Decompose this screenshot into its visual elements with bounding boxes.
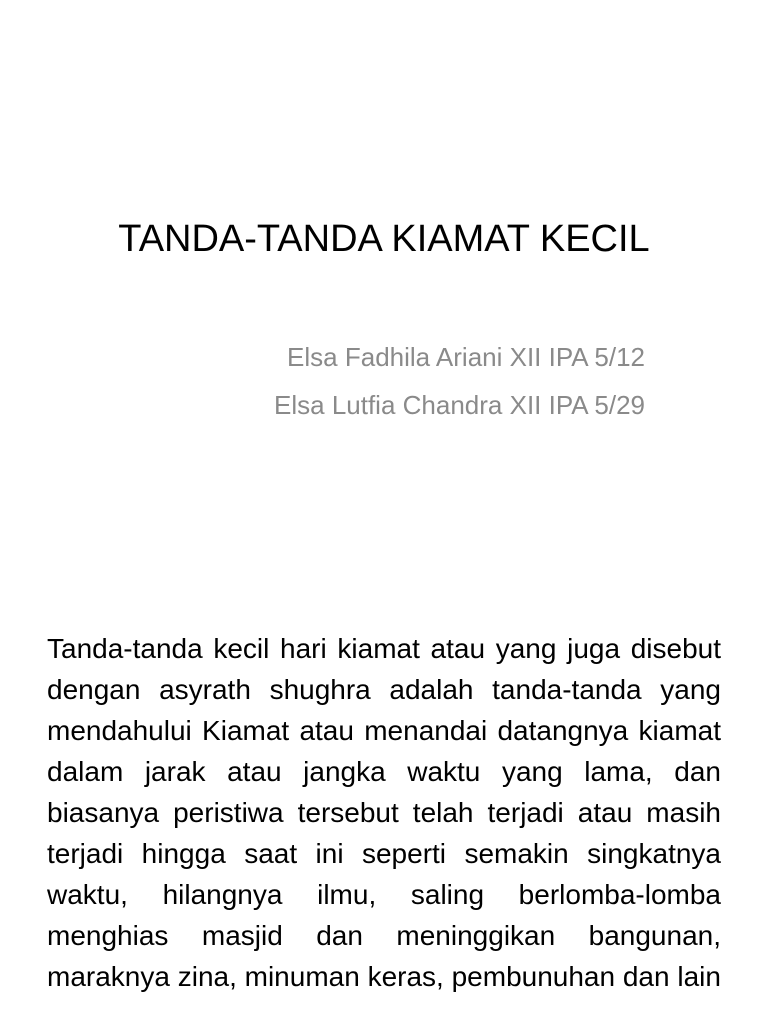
slide-subtitle (274, 333, 645, 429)
body-paragraph: Tanda-tanda kecil hari kiamat atau yang juga disebut dengan asyrath shughra adalah tanda-tanda yang mendahului Kiamat atau menandai datangnya kiamat dalam jarak atau jangka waktu yang lama, dan biasanya peristiwa tersebut telah terjadi atau masih terjadi hingga saat ini seperti semakin singkatnya waktu, hilangnya ilmu, saling berlomba-lomba menghias masjid dan meninggikan bangunan, maraknya zina, minuman keras, pembunuhan dan lain (47, 633, 721, 992)
content-slide (0, 576, 768, 1024)
slide-title: TANDA-TANDA KIAMAT KECIL (118, 218, 650, 260)
author-line-1: Elsa Fadhila Ariani XII IPA 5/12 (287, 342, 645, 372)
author-line-2: Elsa Lutfia Chandra XII IPA 5/29 (274, 390, 645, 420)
